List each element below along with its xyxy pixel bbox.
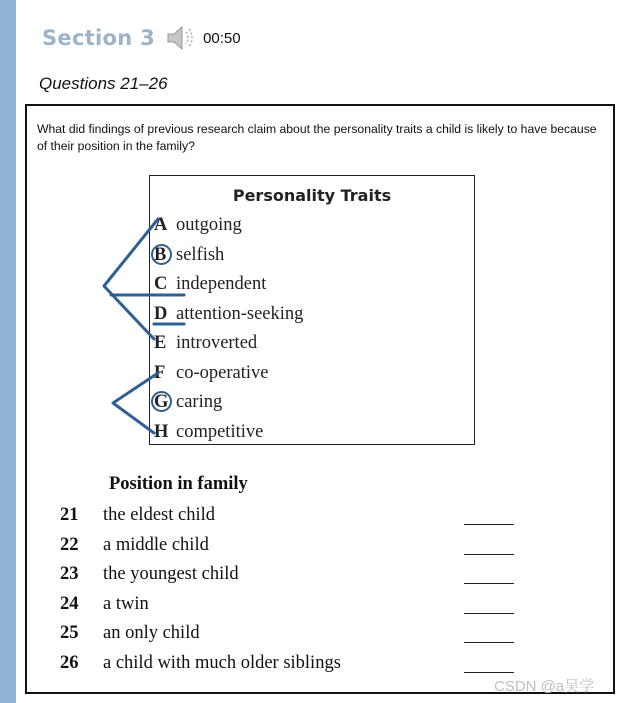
answer-blank-23[interactable] (464, 583, 514, 584)
trait-option-e: E introverted (154, 333, 258, 353)
position-title: Position in family (109, 474, 248, 494)
circle-mark-g (151, 391, 172, 412)
trait-option-d: D attention-seeking (154, 304, 304, 324)
personality-traits-box (149, 175, 475, 445)
question-row-23 (27, 564, 617, 588)
question-number: 25 (60, 623, 79, 643)
questions-range: Questions 21–26 (39, 74, 168, 93)
question-text: a child with much older siblings (103, 653, 341, 673)
question-prompt: What did findings of previous research claim about the personality traits a child is likely to have because of their position in the family? (37, 122, 597, 153)
question-row-26 (27, 653, 617, 677)
trait-option-h: H competitive (154, 422, 264, 442)
question-number: 26 (60, 653, 79, 673)
section-title: Section 3 (42, 26, 156, 50)
answer-blank-25[interactable] (464, 642, 514, 643)
question-number: 24 (60, 594, 79, 614)
question-text: a middle child (103, 535, 209, 555)
trait-option-g: G caring (154, 392, 223, 412)
question-row-21 (27, 505, 617, 529)
section-header (42, 22, 241, 54)
trait-option-a: A outgoing (154, 215, 242, 235)
question-number: 23 (60, 564, 79, 584)
answer-blank-22[interactable] (464, 554, 514, 555)
answer-blank-26[interactable] (464, 672, 514, 673)
question-text: the youngest child (103, 564, 239, 584)
question-number: 21 (60, 505, 79, 525)
answer-blank-21[interactable] (464, 524, 514, 525)
question-number: 22 (60, 535, 79, 555)
timer-display: 00:50 (203, 29, 241, 47)
trait-option-c: C independent (154, 274, 267, 294)
question-frame (25, 104, 615, 694)
speaker-icon[interactable] (165, 23, 199, 53)
answer-blank-24[interactable] (464, 613, 514, 614)
trait-option-f: F co-operative (154, 363, 269, 383)
question-row-24 (27, 594, 617, 618)
exam-page (16, 0, 631, 703)
question-text: the eldest child (103, 505, 215, 525)
question-text: an only child (103, 623, 200, 643)
traits-title: Personality Traits (232, 186, 392, 205)
circle-mark-b (151, 244, 172, 265)
question-row-22 (27, 535, 617, 559)
trait-option-b: B selfish (154, 245, 225, 265)
question-text: a twin (103, 594, 149, 614)
watermark: CSDN @a吴学 (494, 678, 595, 695)
question-row-25 (27, 623, 617, 647)
